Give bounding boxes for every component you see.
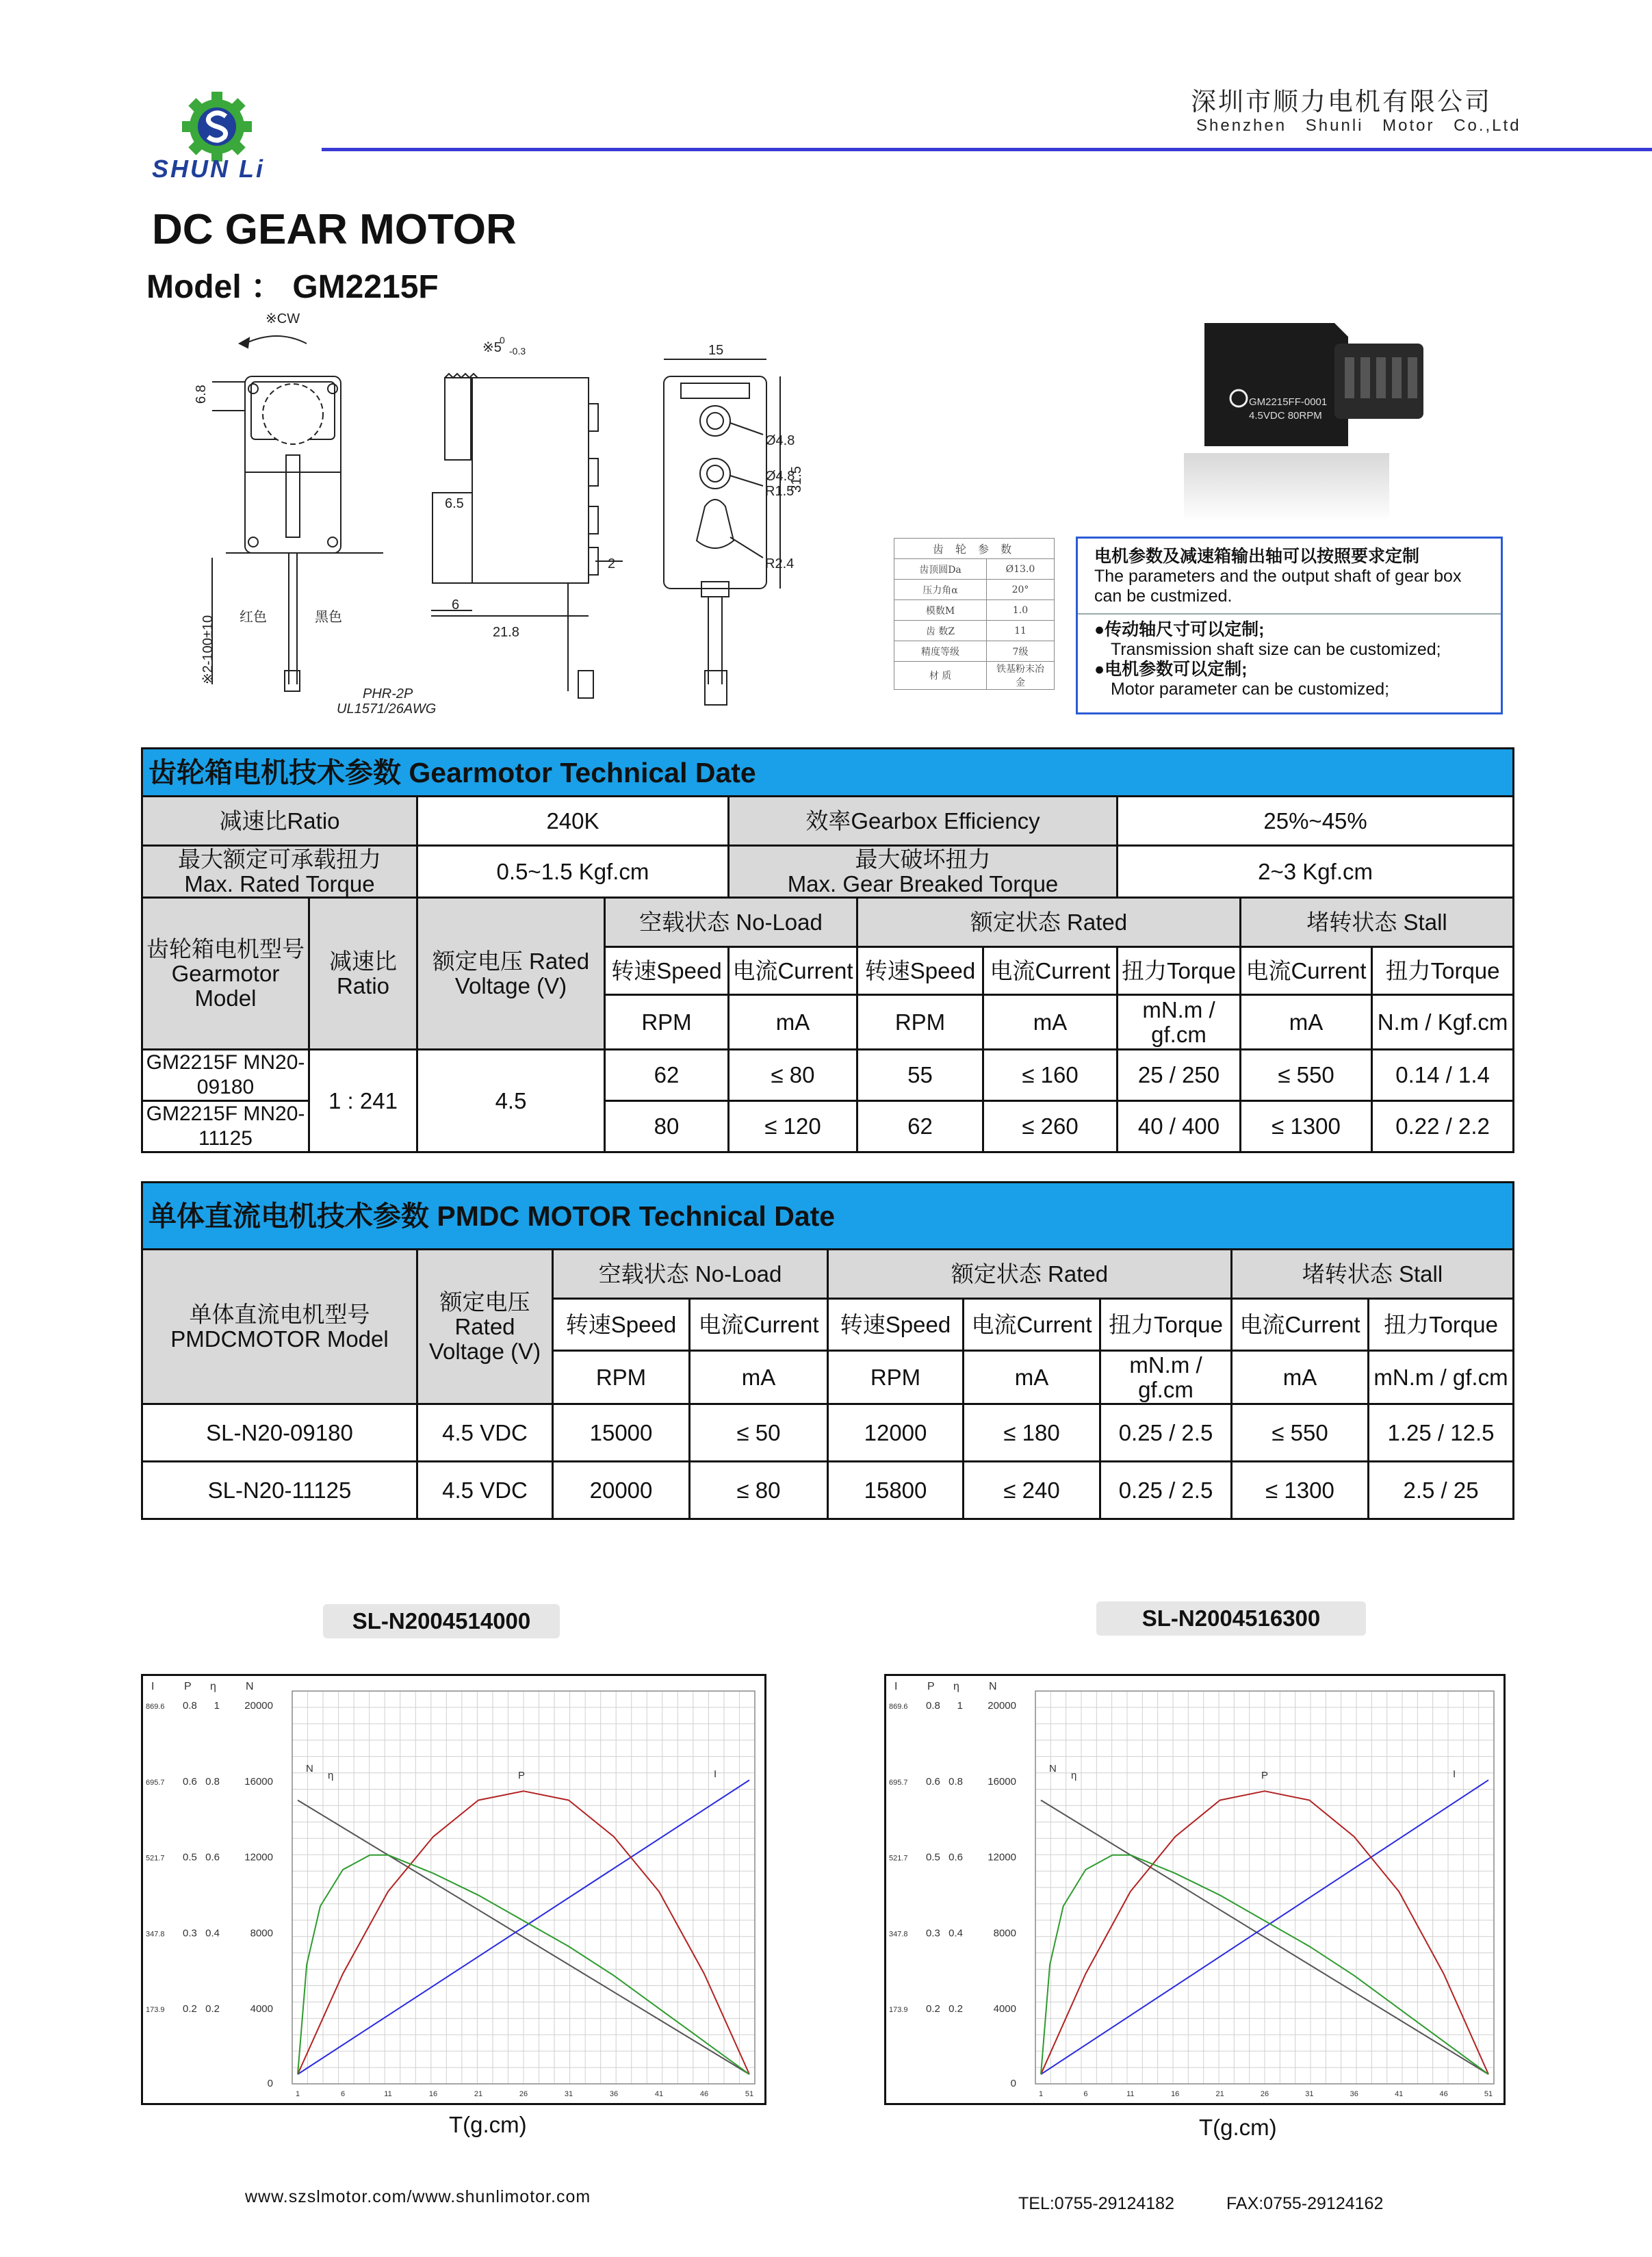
chart-1-xlabel: T(g.cm) [449, 2112, 527, 2137]
y-tick-label-i: 521.7 [146, 1854, 165, 1863]
chart-1-title: SL-N2004514000 [323, 1604, 560, 1638]
y-tick-label-n: 12000 [988, 1851, 1016, 1863]
series-label: N [306, 1763, 313, 1775]
page-title: DC GEAR MOTOR [152, 206, 517, 253]
y-tick-label-n: 16000 [988, 1775, 1016, 1788]
side-view [431, 374, 623, 698]
dim-6-8: 6.8 [194, 385, 209, 404]
axis-header: η [953, 1681, 959, 1692]
header-divider [322, 148, 1652, 151]
wire-length-label: ※2-100±10 [201, 615, 216, 684]
y-tick-label-i: 173.9 [889, 2006, 908, 2015]
rotation-label: ※CW [266, 311, 300, 326]
x-tick-label: 51 [745, 2090, 754, 2098]
gear-params-header: 齿 轮 参 数 [894, 539, 1055, 559]
dim-5-tol-up: 0 [500, 335, 505, 346]
y-tick-label-p: 0.8 [926, 1700, 940, 1712]
y-tick-label-i: 347.8 [146, 1930, 165, 1939]
axis-header: N [246, 1681, 254, 1692]
y-tick-label-n: 16000 [244, 1775, 273, 1788]
model-number: Model ： GM2215F [146, 269, 439, 305]
table-row: GM2215F MN20-11125 80 ≤ 120 62 ≤ 260 40 / 400 ≤ 1300 0.22 / 2.2 [142, 1101, 1514, 1152]
x-tick-label: 1 [1038, 2090, 1044, 2098]
x-tick-label: 46 [1439, 2090, 1448, 2098]
customization-note: 电机参数及减速箱输出轴可以按照要求定制 The parameters and the output shaft of gear box can be custmized. ●传动轴尺寸可以定制; Transmission shaft size can be customized; ●电机参数可以定制; Motor parameter can be customized; [1076, 537, 1503, 714]
y-tick-label-eta: 0.8 [205, 1775, 220, 1788]
company-name-en: Shenzhen Shunli Motor Co.,Ltd [1196, 116, 1521, 135]
y-tick-label-n: 4000 [250, 2003, 273, 2015]
x-tick-label: 21 [474, 2090, 483, 2098]
chart-2-frame [884, 1674, 1506, 2105]
logo-text: SHUN Li [152, 155, 265, 183]
gearmotor-table-title: 齿轮箱电机技术参数 Gearmotor Technical Date [142, 749, 1514, 797]
y-tick-label-eta: 0.6 [205, 1851, 220, 1863]
series-label: P [518, 1770, 526, 1781]
gearmotor-spec-table: 齿轮箱电机技术参数 Gearmotor Technical Date 减速比Ratio 240K 效率Gearbox Efficiency 25%~45% 最大额定可承载扭力 Max. Rated Torque 0.5~1.5 Kgf.cm 最大破坏扭力 Max. Gear Breaked Torque 2~3 Kgf.cm 齿轮箱电机型号 Gearmotor Model 减速比 Ratio 额定电压 Rated Voltage (V) 空载状态 No-Load 额定状态 Rated 堵转状态 Stall 转速Speed 电流Current 转速Speed 电流Current 扭力Torque 电流Current 扭力Torque RPM mA RPM mA mN.m / gf.cm mA N.m / Kgf.cm GM2215F MN20-09180 1 : 241 4.5 62 ≤ 80 55 ≤ 160 25 / 250 ≤ 550 0.14 / 1.4 GM2215F MN20-11125 80 ≤ 120 62 ≤ 260 40 / 400 ≤ 1300 0.22 / 2.2 [141, 747, 1514, 1153]
dim-15: 15 [708, 343, 724, 358]
dim-5: ※5 [482, 340, 502, 355]
y-tick-label-i: 869.6 [146, 1703, 165, 1711]
y-tick-label-p: 0.6 [926, 1775, 940, 1788]
y-tick-label-n: 20000 [988, 1700, 1016, 1712]
x-tick-label: 31 [564, 2090, 573, 2098]
y-tick-label-eta: 0.2 [948, 2003, 963, 2015]
dim-6-5: 6.5 [445, 496, 464, 511]
y-tick-label-n: 8000 [993, 1927, 1016, 1939]
dim-21-8: 21.8 [493, 625, 519, 640]
connector-label: PHR-2P [363, 686, 413, 701]
y-tick-label-p: 0.2 [926, 2003, 940, 2015]
x-tick-label: 41 [654, 2090, 664, 2098]
chart-1-frame [141, 1674, 766, 2105]
dim-6: 6 [452, 597, 460, 612]
chart-2-xlabel: T(g.cm) [1199, 2115, 1277, 2140]
y-tick-label-i: 173.9 [146, 2006, 165, 2015]
y-tick-label-p: 0.2 [183, 2003, 197, 2015]
series-label: N [1049, 1763, 1057, 1775]
y-tick-label-p: 0.6 [183, 1775, 197, 1788]
y-tick-label-zero: 0 [1010, 2078, 1016, 2089]
y-tick-label-eta: 0.8 [948, 1775, 963, 1788]
x-tick-label: 1 [295, 2090, 300, 2098]
y-tick-label-i: 521.7 [889, 1854, 908, 1863]
y-tick-label-i: 695.7 [889, 1778, 908, 1787]
x-tick-label: 31 [1305, 2090, 1314, 2098]
x-tick-label: 41 [1395, 2090, 1404, 2098]
y-tick-label-eta: 0.6 [948, 1851, 963, 1863]
company-name-cn: 深圳市顺力电机有限公司 [1191, 88, 1492, 116]
y-tick-label-eta: 1 [214, 1700, 220, 1712]
y-tick-label-zero: 0 [267, 2078, 273, 2089]
dim-5-tol-down: -0.3 [509, 346, 526, 357]
chart-2-title: SL-N2004516300 [1096, 1601, 1366, 1636]
gear-params-table: 齿 轮 参 数 齿顶圆Da Ø13.0 压力角α 20° 模数M 1.0 齿 数Z 11 精度等级 7级 材 质 铁基粉末冶金 [894, 538, 1055, 690]
y-tick-label-eta: 0.2 [205, 2003, 220, 2015]
y-tick-label-i: 347.8 [889, 1930, 908, 1939]
y-tick-label-p: 0.8 [183, 1700, 197, 1712]
technical-drawing [185, 301, 855, 739]
y-tick-label-n: 8000 [250, 1927, 273, 1939]
series-label: I [714, 1768, 717, 1780]
rear-view [664, 359, 780, 705]
radius-1-5: R1.5 [765, 484, 795, 499]
footer-tel: TEL:0755-29124182 [1018, 2194, 1174, 2213]
x-tick-label: 46 [699, 2090, 709, 2098]
pmdc-spec-table: 单体直流电机技术参数 PMDC MOTOR Technical Date 单体直流电机型号 PMDCMOTOR Model 额定电压 Rated Voltage (V) 空载状态 No-Load 额定状态 Rated 堵转状态 Stall 转速Speed 电流Current 转速Speed 电流Current 扭力Torque 电流Current 扭力Torque RPM mA RPM mA mN.m / gf.cm mA mN.m / gf.cm SL-N20-09180 4.5 VDC 15000 ≤ 50 12000 ≤ 180 0.25 / 2.5 ≤ 550 1.25 / 12.5 SL-N20-11125 4.5 VDC 20000 ≤ 80 15800 ≤ 240 0.25 / 2.5 ≤ 1300 2.5 / 25 [141, 1181, 1514, 1520]
dim-2: 2 [608, 556, 616, 571]
y-tick-label-eta: 0.4 [205, 1927, 220, 1939]
y-tick-label-i: 869.6 [889, 1703, 908, 1711]
x-tick-label: 26 [1260, 2090, 1269, 2098]
y-tick-label-i: 695.7 [146, 1778, 165, 1787]
y-tick-label-p: 0.3 [183, 1927, 197, 1939]
dim-31-5: 31.5 [789, 466, 804, 493]
x-tick-label: 21 [1215, 2090, 1224, 2098]
y-tick-label-n: 12000 [244, 1851, 273, 1863]
company-logo-icon [179, 89, 255, 164]
y-tick-label-p: 0.5 [926, 1851, 940, 1863]
series-label: η [328, 1770, 334, 1781]
cable-label: UL1571/26AWG [337, 701, 437, 717]
gear-teeth [263, 384, 323, 444]
wire-red-label: 红色 [240, 610, 267, 625]
y-tick-label-p: 0.5 [183, 1851, 197, 1863]
footer-fax: FAX:0755-29124162 [1226, 2194, 1384, 2213]
x-tick-label: 36 [1350, 2090, 1358, 2098]
axis-header: I [894, 1681, 898, 1692]
chart-1-svg [143, 1676, 764, 2103]
y-tick-label-p: 0.3 [926, 1927, 940, 1939]
photo-label-2: 4.5VDC 80RPM [1249, 410, 1322, 422]
y-tick-label-n: 20000 [244, 1700, 273, 1712]
y-tick-label-eta: 0.4 [948, 1927, 963, 1939]
y-tick-label-n: 4000 [993, 2003, 1016, 2015]
axis-header: N [989, 1681, 997, 1692]
y-tick-label-eta: 1 [957, 1700, 963, 1712]
axis-header: P [927, 1681, 935, 1692]
table-row: GM2215F MN20-09180 1 : 241 4.5 62 ≤ 80 55 ≤ 160 25 / 250 ≤ 550 0.14 / 1.4 [142, 1050, 1514, 1101]
x-tick-label: 6 [340, 2090, 346, 2098]
x-tick-label: 11 [384, 2090, 392, 2098]
footer-website[interactable]: www.szslmotor.com/www.shunlimotor.com [245, 2187, 591, 2206]
chart-2-svg [886, 1676, 1503, 2103]
series-label: η [1071, 1770, 1077, 1781]
photo-label-1: GM2215FF-0001 [1249, 396, 1328, 408]
x-tick-label: 16 [428, 2090, 438, 2098]
hole-2-dia: Ø4.8 [765, 469, 795, 484]
table-row: SL-N20-09180 4.5 VDC 15000 ≤ 50 12000 ≤ 180 0.25 / 2.5 ≤ 550 1.25 / 12.5 [142, 1404, 1514, 1462]
x-tick-label: 6 [1083, 2090, 1088, 2098]
x-tick-label: 26 [519, 2090, 528, 2098]
x-tick-label: 51 [1484, 2090, 1493, 2098]
product-photo [1177, 316, 1437, 521]
series-label: I [1453, 1768, 1456, 1780]
x-tick-label: 36 [609, 2090, 619, 2098]
series-label: P [1261, 1770, 1269, 1781]
axis-header: I [151, 1681, 155, 1692]
hole-1-dia: Ø4.8 [765, 433, 795, 448]
wire-black-label: 黑色 [315, 610, 342, 625]
x-tick-label: 16 [1171, 2090, 1180, 2098]
pmdc-table-title: 单体直流电机技术参数 PMDC MOTOR Technical Date [142, 1183, 1514, 1250]
radius-2-4: R2.4 [765, 556, 795, 571]
x-tick-label: 11 [1126, 2090, 1135, 2098]
table-row: SL-N20-11125 4.5 VDC 20000 ≤ 80 15800 ≤ 240 0.25 / 2.5 ≤ 1300 2.5 / 25 [142, 1462, 1514, 1519]
axis-header: P [184, 1681, 192, 1692]
axis-header: η [210, 1681, 216, 1692]
